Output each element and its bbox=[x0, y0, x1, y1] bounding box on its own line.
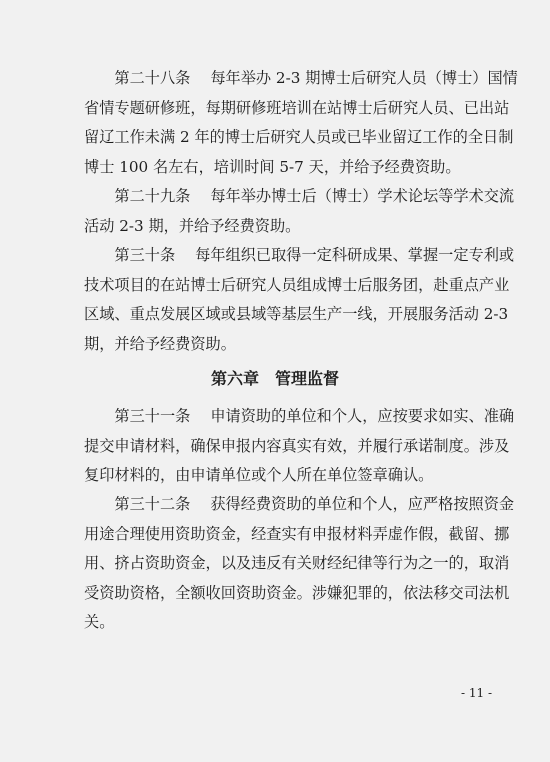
article-28 bbox=[84, 64, 518, 182]
text-line: 期，并给予经费资助。 bbox=[84, 334, 236, 353]
article-30 bbox=[84, 241, 515, 359]
article-29 bbox=[84, 182, 515, 241]
chapter-heading: 第六章 管理监督 bbox=[210, 369, 339, 388]
text-line: 博士 100 名左右，培训时间 5-7 天，并给予经费资助。 bbox=[84, 157, 461, 176]
text-line: 省情专题研修班，每期研修班培训在站博士后研究人员、已出站 bbox=[84, 98, 510, 117]
text-line: 用、挤占资助资金，以及违反有关财经纪律等行为之一的，取消 bbox=[84, 554, 510, 572]
page-number: - 11 - bbox=[460, 686, 492, 700]
text-line: 第二十八条 每年举办 2-3 期博士后研究人员（博士）国情 bbox=[84, 69, 518, 87]
text-line: 第三十一条 申请资助的单位和个人，应按要求如实、准确 bbox=[84, 407, 515, 425]
text-line: 第二十九条 每年举办博士后（博士）学术论坛等学术交流 bbox=[84, 187, 515, 205]
article-32 bbox=[84, 490, 515, 638]
text-line: 受资助资格，全额收回资助资金。涉嫌犯罪的，依法移交司法机 bbox=[84, 583, 510, 602]
article-31 bbox=[84, 402, 515, 491]
text-line: 关。 bbox=[84, 613, 115, 631]
text-line: 活动 2-3 期，并给予经费资助。 bbox=[84, 216, 301, 235]
text-line: 复印材料的，由申请单位或个人所在单位签章确认。 bbox=[84, 466, 434, 484]
text-line: 第三十条 每年组织已取得一定科研成果、掌握一定专利或 bbox=[84, 246, 515, 264]
text-line: 区域、重点发展区域或县域等基层生产一线，开展服务活动 2-3 bbox=[84, 305, 509, 323]
text-line: 用途合理使用资助资金，经查实有申报材料弄虚作假，截留、挪 bbox=[84, 524, 510, 543]
text-line: 提交申请材料，确保申报内容真实有效，并履行承诺制度。涉及 bbox=[84, 436, 510, 455]
text-line: 技术项目的在站博士后研究人员组成博士后服务团，赴重点产业 bbox=[84, 275, 510, 294]
text-line: 留辽工作未满 2 年的博士后研究人员或已毕业留辽工作的全日制 bbox=[84, 128, 514, 146]
text-line: 第三十二条 获得经费资助的单位和个人，应严格按照资金 bbox=[84, 495, 515, 513]
